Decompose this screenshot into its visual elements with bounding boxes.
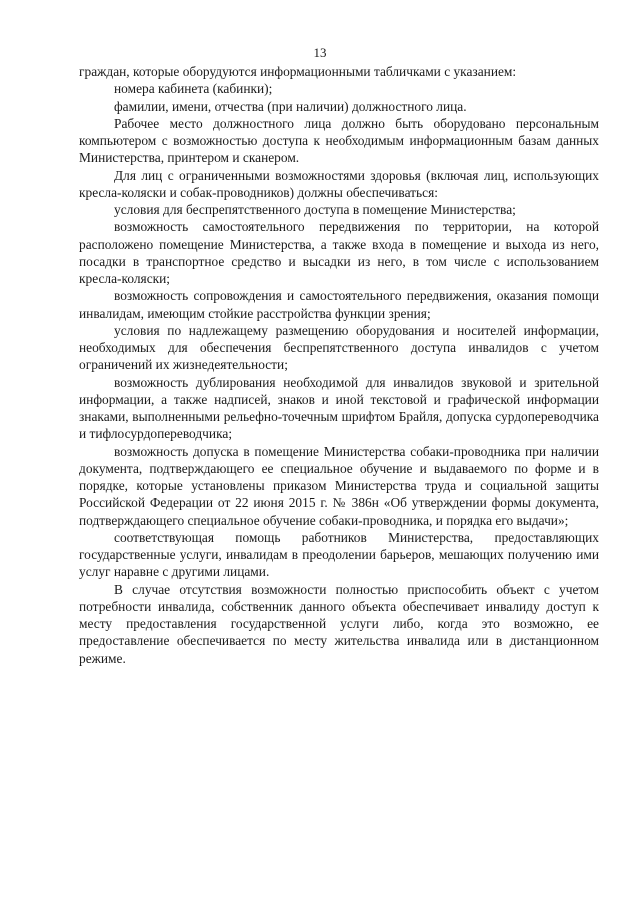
paragraph-9: условия по надлежащему размещению оборудования и носителей информации, необходимых для обеспечения беспрепятственного доступа инвалидов с учетом ограничений их жизнедеятельности; xyxy=(79,322,599,373)
paragraph-11: возможность допуска в помещение Министерства собаки-проводника при наличии документа, подтверждающего ее специальное обучение и выдаваемого по форме и в порядке, которые установлены приказом Министерства труда и социальной защиты Российской Федерации от 22 июня 2015 г. № 386н «Об утверждении формы документа, подтверждающего специальное обучение собаки-проводника, и порядка его выдачи»; xyxy=(79,443,599,528)
paragraph-1: граждан, которые оборудуются информационными табличками с указанием: xyxy=(79,64,517,79)
paragraph-10: возможность дублирования необходимой для инвалидов звуковой и зрительной информации, а также надписей, знаков и иной текстовой и графической информации знаками, выполненными рельефно-точечным шрифтом Брайля, допуска сурдопереводчика и тифлосурдопереводчика; xyxy=(79,374,599,442)
paragraph-5: Для лиц с ограниченными возможностями здоровья (включая лиц, использующих кресла-коляски и собак-проводников) должны обеспечиваться: xyxy=(79,167,599,200)
page-number: 13 xyxy=(313,45,327,60)
paragraph-8: возможность сопровождения и самостоятельного передвижения, оказания помощи инвалидам, имеющим стойкие расстройства функции зрения; xyxy=(79,288,599,321)
paragraph-7: возможность самостоятельного передвижения по территории, на которой расположено помещение Министерства, а также входа в помещение и выхода из него, посадки в транспортное средство и высадки из него, в том числе с использованием кресла-коляски; xyxy=(79,219,599,286)
paragraph-13: В случае отсутствия возможности полностью приспособить объект с учетом потребности инвалида, собственник данного объекта обеспечивает инвалиду доступ к месту предоставления государственной услуги либо, когда это возможно, ее предоставление обеспечивается по месту жительства инвалида или в дистанционном режиме. xyxy=(79,581,599,666)
paragraph-6: условия для беспрепятственного доступа в помещение Министерства; xyxy=(114,202,516,217)
document-body xyxy=(79,63,599,667)
paragraph-3: фамилии, имени, отчества (при наличии) должностного лица. xyxy=(114,98,467,114)
paragraph-4: Рабочее место должностного лица должно быть оборудовано персональным компьютером с возможностью доступа к необходимым информационным базам данных Министерства, принтером и сканером. xyxy=(79,115,599,166)
paragraph-12: соответствующая помощь работников Министерства, предоставляющих государственные услуги, инвалидам в преодолении барьеров, мешающих получению ими услуг наравне с другими лицами. xyxy=(79,529,599,580)
paragraph-2: номера кабинета (кабинки); xyxy=(114,81,273,97)
